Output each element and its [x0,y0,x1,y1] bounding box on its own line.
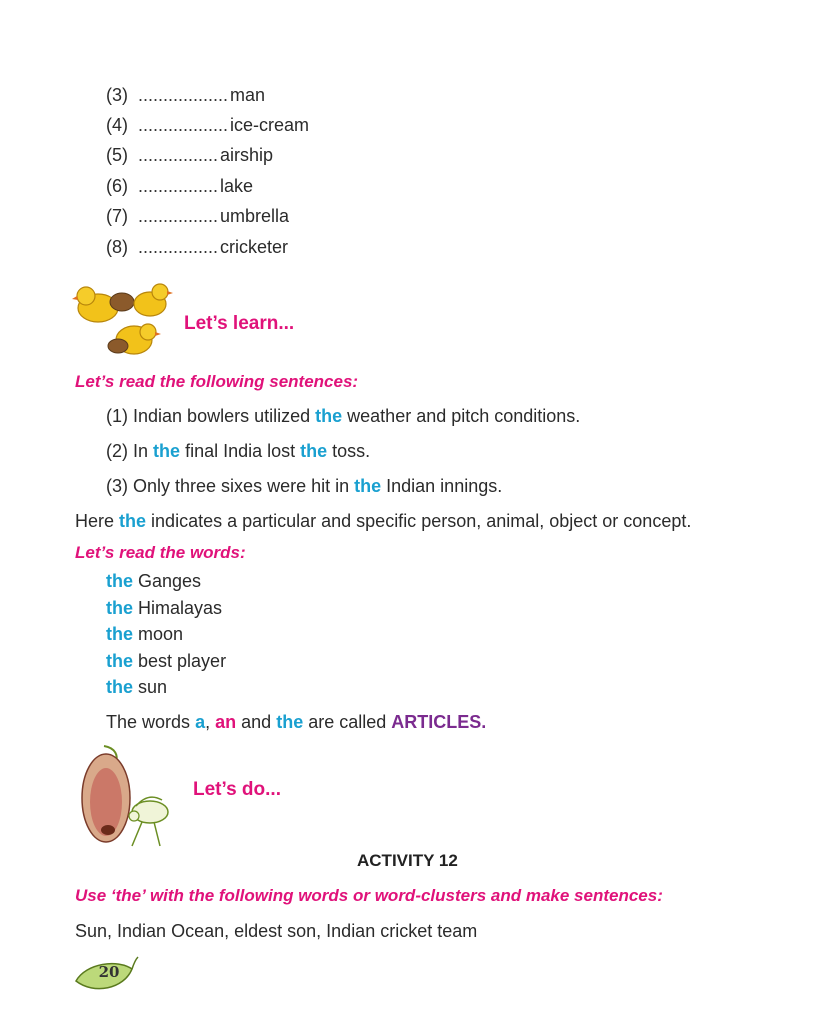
list-item [106,80,309,110]
blank-dots: ................ [138,175,219,196]
blank-dots: .................. [138,84,229,105]
item-word: cricketer [220,236,289,257]
item-word: airship [220,145,274,166]
item-number: (3) [106,84,128,105]
item-number: (7) [106,206,128,227]
list-item: the sun [106,677,168,697]
learn-heading: Let’s learn... [184,313,295,334]
list-item: the moon [106,624,184,644]
sentence-3: (3) Only three sixes were hit in the Indian innings. [106,476,503,496]
sentence-2: (2) In the final India lost the toss. [106,441,371,461]
list-item [106,141,309,171]
do-heading: Let’s do... [193,779,281,800]
list-item [106,232,309,262]
seed-bird-icon [76,742,180,854]
list-item [106,202,309,232]
list-item: the Himalayas [106,597,223,618]
list-item [106,110,309,140]
item-word: man [230,84,266,105]
list-item [106,171,309,201]
word-clusters: Sun, Indian Ocean, eldest son, Indian cricket team [75,921,478,941]
item-number: (5) [106,145,128,166]
here-line: Here the indicates a particular and specific person, animal, object or concept. [75,511,692,531]
blank-dots: .................. [138,115,229,136]
blank-list [106,80,309,262]
word-list [106,570,226,703]
item-number: (4) [106,115,128,136]
chicks-icon [72,282,178,362]
list-item: the best player [106,650,227,671]
read-sentences-heading: Let’s read the following sentences: [75,372,359,391]
articles-line: The words a, an and the are called ARTICLES. [106,712,487,732]
blank-dots: ................ [138,236,219,257]
instruction: Use ‘the’ with the following words or word-clusters and make sentences: [75,886,663,905]
item-number: (8) [106,236,128,257]
item-word: umbrella [220,206,290,227]
sentence-1: (1) Indian bowlers utilized the weather and pitch conditions. [106,406,581,426]
read-words-heading: Let’s read the words: [75,543,246,562]
blank-dots: ................ [138,145,219,166]
list-item: the Ganges [106,571,202,591]
item-word: lake [220,175,254,196]
page-number: 20 [98,963,120,981]
item-number: (6) [106,175,128,196]
activity-title: ACTIVITY 12 [357,851,458,870]
item-word: ice-cream [230,115,310,136]
blank-dots: ................ [138,206,219,227]
